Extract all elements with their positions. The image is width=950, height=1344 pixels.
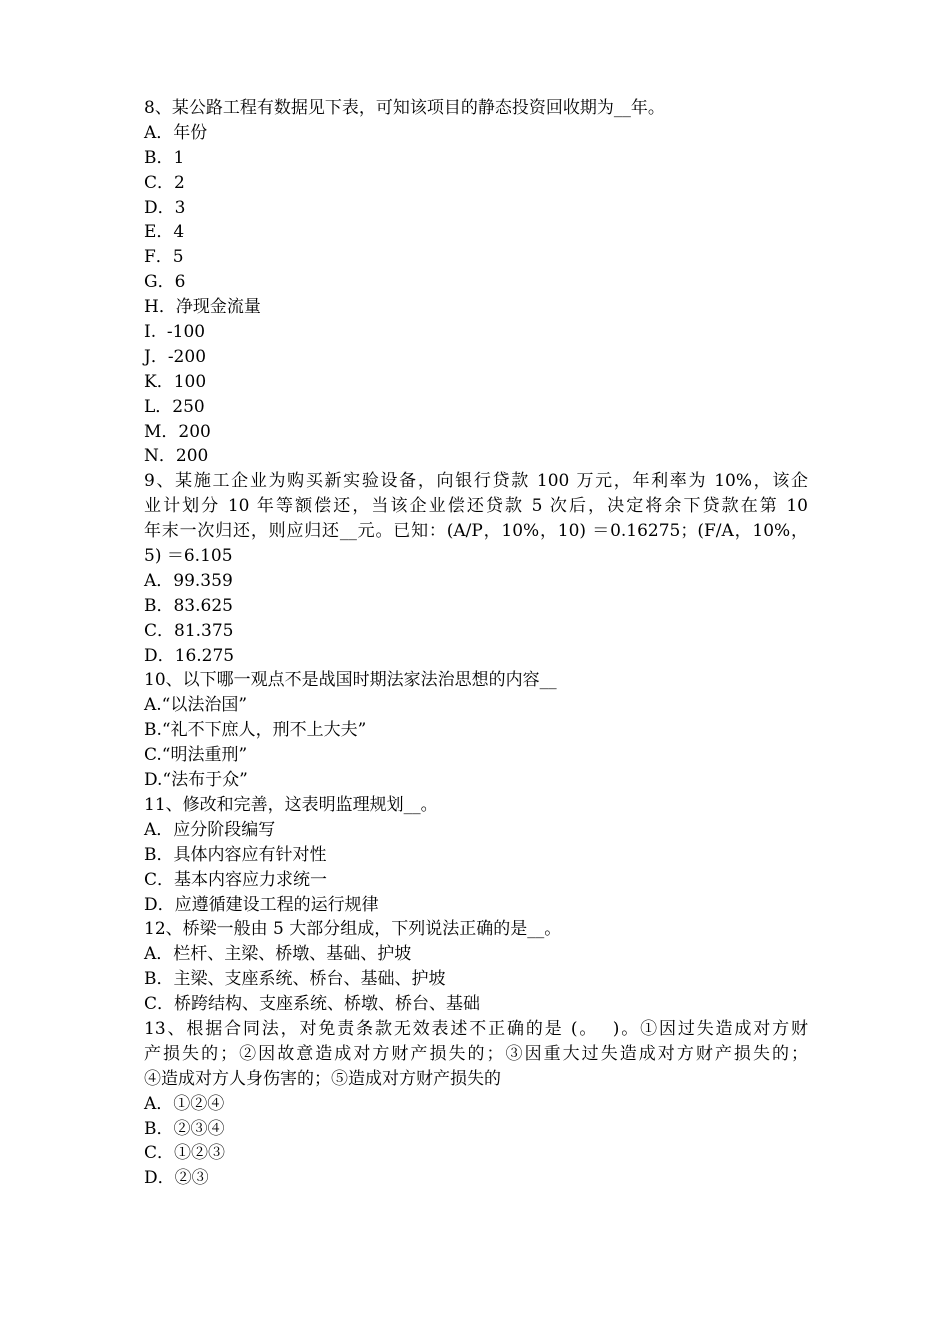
question-stem: 11、修改和完善，这表明监理规划__。 [144,794,438,815]
question-stem-line: 年末一次归还，则应归还__元。已知：(A/P，10%，10) ＝0.16275；(F/A，10%， [144,521,808,542]
option-item: J．-200 [144,346,207,367]
option-item: B．主梁、支座系统、桥台、基础、护坡 [144,969,446,990]
question-11 [144,793,808,917]
option-item: C．①②③ [144,1143,226,1164]
option-item: B．1 [144,147,185,168]
question-12 [144,917,808,1017]
option-item: A．99.359 [144,570,233,591]
question-stem-line: 产损失的；②因故意造成对方财产损失的；③因重大过失造成对方财产损失的； [144,1043,808,1064]
option-item: N．200 [144,446,209,467]
question-stem-line: 5) ＝6.105 [144,546,233,567]
option-item: B．具体内容应有针对性 [144,844,327,865]
option-item: H．净现金流量 [144,297,261,318]
option-item: I. -100 [144,322,206,343]
option-item: D.“法布于众” [144,770,248,791]
option-item: C．81.375 [144,620,234,641]
option-item: A．应分阶段编写 [144,819,276,840]
option-item: D．②③ [144,1168,209,1189]
question-13 [144,1017,808,1191]
question-stem: 12、桥梁一般由 5 大部分组成，下列说法正确的是__。 [144,919,562,940]
option-item: C．2 [144,172,185,193]
question-stem-line: 9、某施工企业为购买新实验设备，向银行贷款 100 万元，年利率为 10%，该企 [144,471,808,492]
option-item: G．6 [144,272,186,293]
question-stem-line: ④造成对方人身伤害的；⑤造成对方财产损失的 [144,1068,501,1089]
option-item: B．②③④ [144,1118,225,1139]
option-item: C．基本内容应力求统一 [144,869,328,890]
question-stem-line: 业计划分 10 年等额偿还，当该企业偿还贷款 5 次后，决定将余下贷款在第 10 [144,496,808,517]
option-item: A．栏杆、主梁、桥墩、基础、护坡 [144,944,412,965]
option-item: C.“明法重刑” [144,745,248,766]
option-item: B.“礼不下庶人，刑不上大夫” [144,720,367,741]
option-item: L．250 [144,396,205,417]
option-item: K．100 [144,371,207,392]
option-item: A.“以法治国” [144,695,248,716]
question-stem-line: 13、根据合同法，对免责条款无效表述不正确的是 (。 )。①因过失造成对方财 [144,1018,808,1039]
option-item: E．4 [144,222,185,243]
question-stem: 8、某公路工程有数据见下表，可知该项目的静态投资回收期为__年。 [144,98,665,118]
question-9 [144,469,808,668]
option-item: D．3 [144,197,186,218]
option-item: F．5 [144,247,184,268]
question-8 [144,96,808,469]
option-item: B．83.625 [144,595,233,616]
question-stem: 10、以下哪一观点不是战国时期法家法治思想的内容__ [144,670,557,691]
option-item: D．应遵循建设工程的运行规律 [144,894,379,915]
option-item: M．200 [144,421,211,442]
option-item: C．桥跨结构、支座系统、桥墩、桥台、基础 [144,994,481,1015]
option-item: A．①②④ [144,1093,225,1114]
option-item: A．年份 [144,122,208,143]
question-10 [144,668,808,792]
document-page [144,96,808,1191]
option-item: D．16.275 [144,645,235,666]
